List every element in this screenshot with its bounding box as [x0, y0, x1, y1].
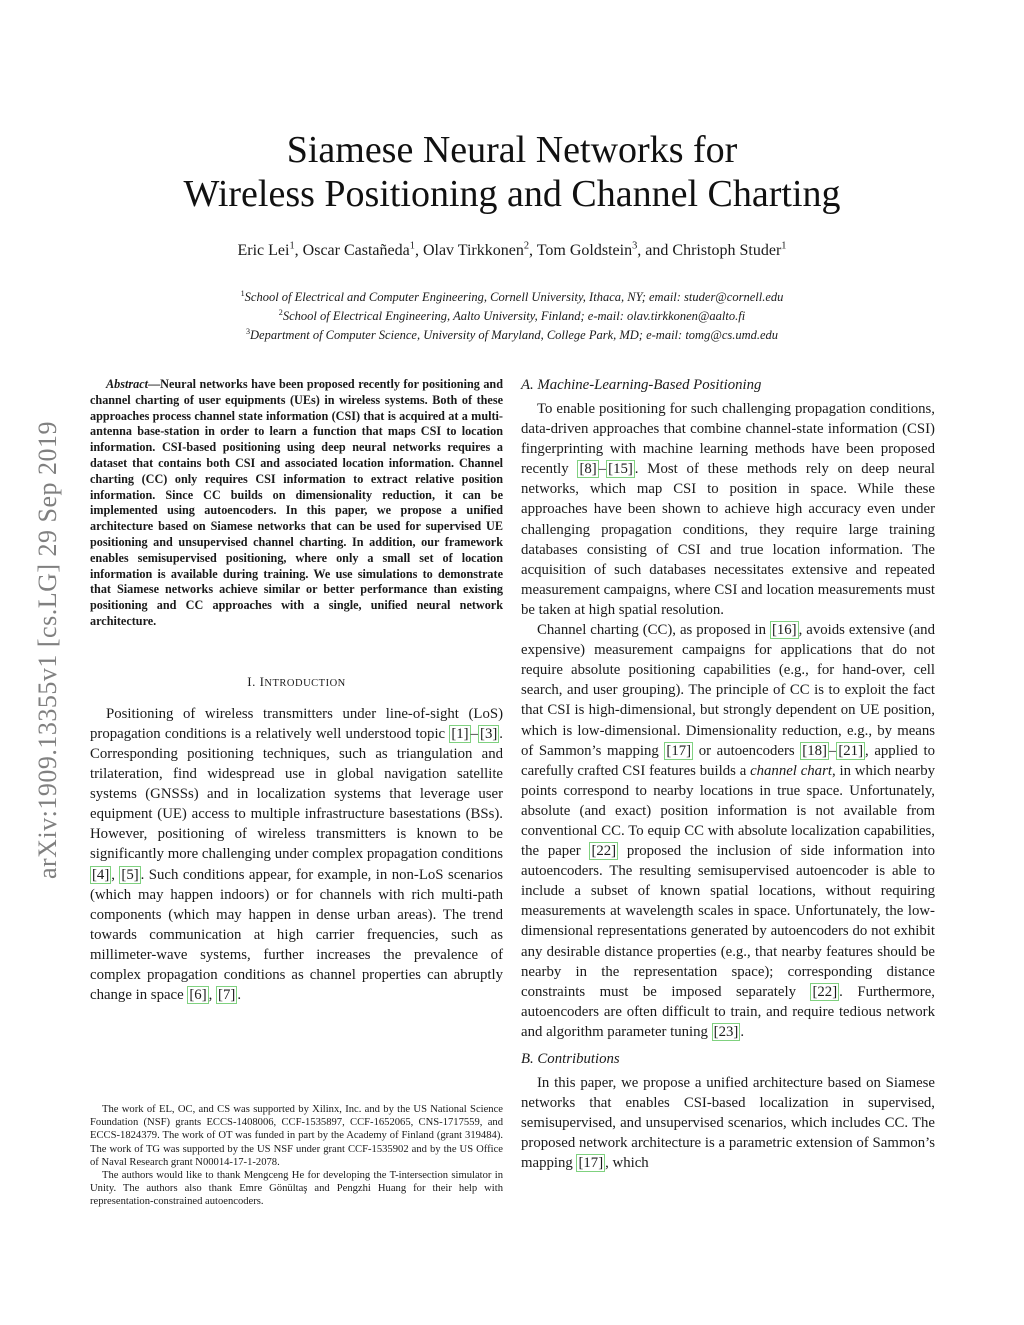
citation-link[interactable]: [1]	[451, 725, 469, 742]
citation-link[interactable]: [15]	[608, 461, 633, 478]
citation-link[interactable]: [7]	[218, 987, 236, 1004]
arxiv-id: arXiv:1909.13355v1 [cs.LG] 29 Sep 2019	[33, 420, 62, 880]
affiliation: $^3$Department of Computer Science, University of Maryland, College Park, MD; e-mail: tomg@cs.umd.edu	[245, 326, 779, 342]
section-heading-introduction: I. INTRODUCTION	[247, 673, 346, 689]
author-affil-mark: 1	[289, 240, 295, 252]
author-name: Eric Lei	[237, 242, 290, 259]
footnote	[90, 1103, 503, 1209]
author-affil-mark: 1	[409, 240, 415, 252]
affiliation: $^2$School of Electrical Engineering, Aalto University, Finland; e-mail: olav.tirkkonen@aalto.fi	[278, 307, 746, 323]
author-affil-mark: 3	[632, 240, 638, 252]
abstract-label: Abstract	[106, 377, 148, 391]
citation-link[interactable]: [6]	[189, 987, 207, 1004]
funding-note: The work of EL, OC, and CS was supported by Xilinx, Inc. and by the US National Science Foundation (NSF) grants ECCS-1408006, CCF-1535897, CCF-1652065, CNS-1717559, and ECCS-1824379. The work of OT was funded in part by the Academy of Finland (grant 319484). The work of TG was supported by the US NSF under grant CCF-1535902 and by the US Office of Naval Research grant N00014-17-1-2078.	[90, 1104, 503, 1168]
affiliation: $^1$School of Electrical and Computer Engineering, Cornell University, Ithaca, NY; email: studer@cornell.edu	[240, 288, 784, 304]
author-separator: , and	[637, 242, 673, 259]
title-line-1: Siamese Neural Networks for	[286, 129, 738, 171]
citation-link[interactable]: [22]	[812, 983, 838, 1000]
section-a-paragraph-2: Channel charting (CC), as proposed in [16] , avoids extensive (and expensive) measurement campaigns for applications that do not require absolute positioning capabilities (e.g., for hand-over, cell search, and user grouping). The principle of CC is to exploit the fact that CSI is high-dimensional, but strongly dependent on UE position, which is low-dimensional. Dimensionality reduction, e.g., by means of Sammon’s mapping [17] or autoencoders [18] – [21] , applied to carefully crafted CSI features builds a channel chart, in which nearby points correspond to nearby locations in true space. Unfortunately, absolute (and exact) position information is not available from conventional CC. To equip CC with absolute localization capabilities, the paper [22] proposed the inclusion of side information into autoencoders. The resulting semisupervised autoencoder is able to include a subset of known spatial locations, without requiring measurements at wavelength scales in space. Unfortunately, the low-dimensional representations generated by autoencoders do not exhibit any desirable distance properties (e.g., that nearby features should be nearby in the representation space); corresponding distance constraints must be imposed separately [22] . Furthermore, autoencoders are often difficult to train, and require tedious network and algorithm parameter tuning [23] .	[521, 622, 936, 1040]
section-b-paragraph-1: In this paper, we propose a unified architecture based on Siamese networks that enables CSI-based localization in supervised, semisupervised, and unsupervised scenarios, which includes CC. The proposed network architecture is a parametric extension of Sammon’s mapping [17] , which	[521, 1075, 935, 1172]
author-list	[0, 242, 1024, 260]
intro-paragraph: Positioning of wireless transmitters under line-of-sight (LoS) propagation conditions is a relatively well understood topic [1] – [3] . Corresponding positioning techniques, such as triangulation and trilateration, find widespread use in global navigation satellite systems (GNSSs) and in localization systems that leverage user equipment (UE) access to multiple infrastructure basestations (BSs). However, positioning of wireless transmitters is known to be significantly more challenging under complex propagation conditions [4] , [5] . Such conditions appear, for example, in non-LoS scenarios (which may happen indoors) or for channels with rich multi-path components (which may happen in dense urban areas). The trend towards communication at high carrier frequencies, such as millimeter-wave systems, further increases the prevalence of complex propagation conditions as channel properties can abruptly change in space [6] , [7] .	[90, 705, 504, 1004]
author-name: Oscar Castañeda	[302, 242, 410, 259]
author-separator: ,	[414, 242, 423, 259]
title-line-2: Wireless Positioning and Channel Charting	[183, 173, 841, 215]
citation-link[interactable]: [17]	[666, 742, 692, 759]
abstract-text: Neural networks have been proposed recently for positioning and channel charting of user equipments (UEs) in wireless systems. Both of these approaches process channel state information (CSI) that is acquired at a multi-antenna base-station in order to learn a function that maps CSI to location information. CSI-based positioning using deep neural networks requires a dataset that contains both CSI and associated location information. Channel charting (CC) only requires CSI information to extract relative position information. Since CC builds on dimensionality reduction, it can be implemented using autoencoders. In this paper, we propose a unified architecture based on Siamese networks that can be used for supervised UE positioning and unsupervised channel charting. In addition, our framework enables semisupervised positioning, where only a small set of location information is available during training. We use simulations to demonstrate that Siamese networks achieve similar or better performance than existing positioning and CC approaches with a single, unified neural network architecture.	[90, 377, 503, 628]
citation-link[interactable]: [17]	[578, 1155, 604, 1172]
author-name: Christoph Studer	[672, 242, 782, 259]
citation-link[interactable]: [18]	[802, 742, 827, 759]
section-a-paragraph-1: To enable positioning for such challenging propagation conditions, data-driven approaches that combine channel-state information (CSI) fingerprinting with machine learning methods have been proposed recently [8] – [15] . Most of these methods rely on deep neural networks, which map CSI to position in space. While these approaches have been shown to achieve high accuracy even under challenging propagation conditions, they require large training databases consisting of CSI and true location information. The acquisition of such databases necessitates extensive and repeated measurement campaigns, where CSI and location measurements must be taken at high spatial resolution.	[521, 401, 935, 618]
subsection-heading-b: B. Contributions	[521, 1051, 620, 1067]
citation-link[interactable]: [8]	[579, 461, 597, 478]
author-separator: ,	[529, 242, 537, 259]
affiliations	[0, 288, 1024, 345]
author-name: Tom Goldstein	[536, 242, 633, 259]
citation-link[interactable]: [5]	[121, 866, 139, 883]
paper-title	[0, 128, 1024, 216]
citation-link[interactable]: [23]	[713, 1023, 739, 1040]
citation-link[interactable]: [16]	[771, 622, 797, 639]
citation-link[interactable]: [3]	[480, 725, 498, 742]
author-affil-mark: 1	[781, 240, 787, 252]
abstract: Abstract—Neural networks have been proposed recently for positioning and channel charting of user equipments (UEs) in wireless systems. Both of these approaches process channel state information (CSI) that is acquired at a multi-antenna base-station in order to learn a function that maps CSI to location information. CSI-based positioning using deep neural networks requires a dataset that contains both CSI and associated location information. Channel charting (CC) only requires CSI information to extract relative position information. Since CC builds on dimensionality reduction, it can be implemented using autoencoders. In this paper, we propose a unified architecture based on Siamese networks that can be used for supervised UE positioning and unsupervised channel charting. In addition, our framework enables semisupervised positioning, where only a small set of location information is available during training. We use simulations to demonstrate that Siamese networks achieve similar or better performance than existing positioning and CC approaches with a single, unified neural network architecture.	[90, 377, 503, 628]
citation-link[interactable]: [22]	[591, 843, 617, 860]
left-column	[90, 377, 503, 1005]
subsection-heading-a: A. Machine-Learning-Based Positioning	[521, 377, 762, 393]
emphasis-channel-chart: channel chart	[750, 762, 832, 779]
author-separator: ,	[294, 242, 303, 259]
citation-link[interactable]: [4]	[92, 866, 110, 883]
arxiv-sidebar	[28, 355, 68, 945]
acknowledgement-note: The authors would like to thank Mengceng He for developing the T-intersection simulator in Unity. The authors also thank Emre Gönültaş and Pengzhi Huang for their help with representation-constrained autoencoders.	[90, 1170, 503, 1208]
author-name: Olav Tirkkonen	[422, 242, 524, 259]
citation-link[interactable]: [21]	[838, 742, 864, 759]
author-affil-mark: 2	[523, 240, 530, 252]
right-column	[521, 377, 935, 1173]
